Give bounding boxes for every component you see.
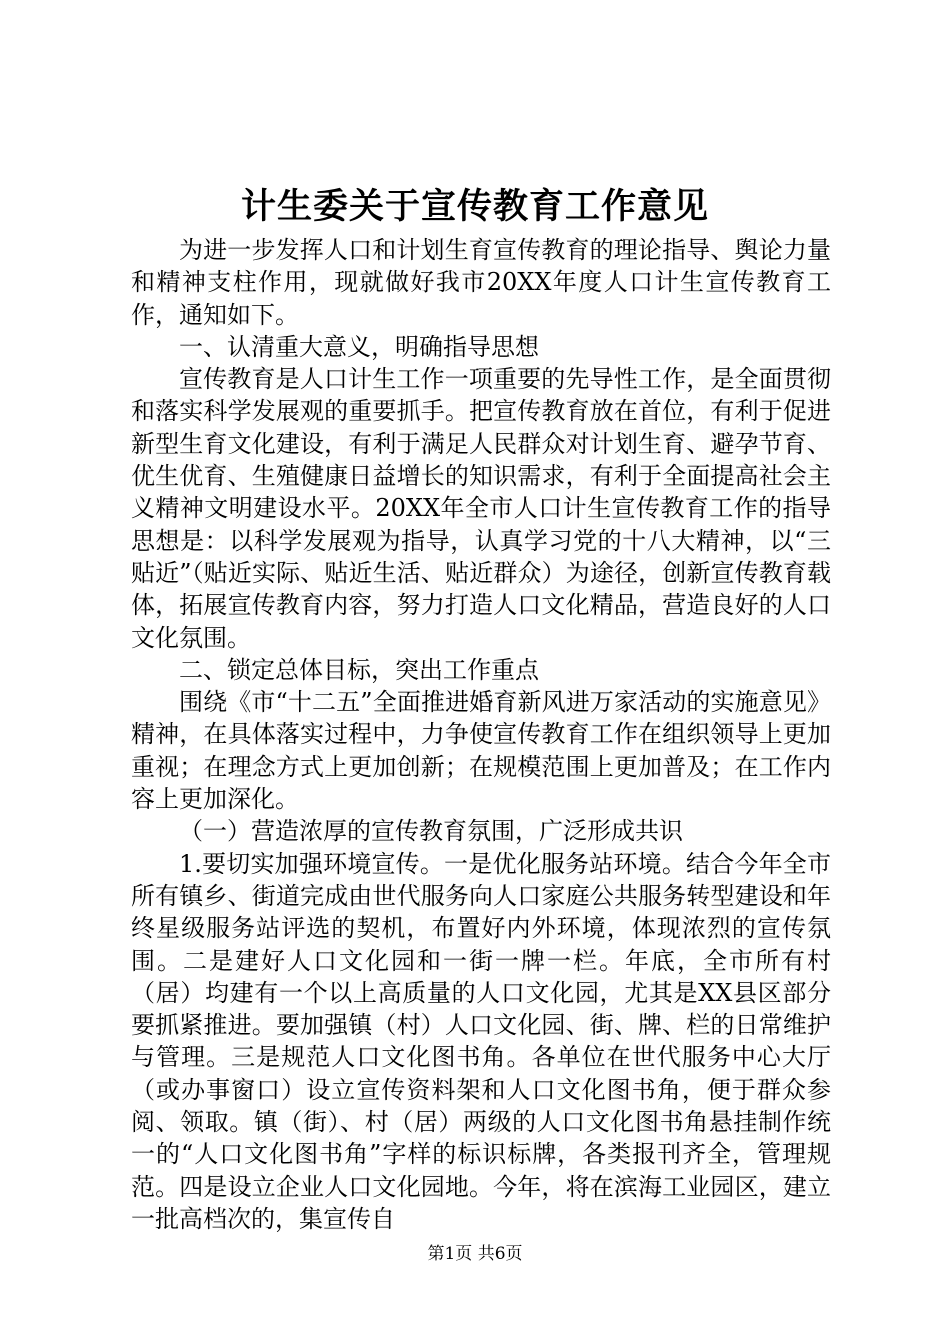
section-heading-1: 一、认清重大意义，明确指导思想 [179, 332, 539, 361]
document-title: 计生委关于宣传教育工作意见 [240, 186, 709, 227]
paragraph-intro: 为进一步发挥人口和计划生育宣传教育的理论指导、舆论力量和精神支柱作用，现就做好我市20XX年度人口计生宣传教育工作，通知如下。 [131, 236, 831, 329]
document-body [131, 234, 831, 1235]
subsection-heading-1: （一）营造浓厚的宣传教育氛围，广泛形成共识 [179, 817, 683, 846]
page-footer: 第1页 共6页 [427, 1244, 523, 1264]
paragraph-guiding-thought: 宣传教育是人口计生工作一项重要的先导性工作，是全面贯彻和落实科学发展观的重要抓手。把宣传教育放在首位，有利于促进新型生育文化建设，有利于满足人民群众对计划生育、避孕节育、优生优育、生殖健康日益增长的知识需求，有利于全面提高社会主义精神文明建设水平。20XX年全市人口计生宣传教育工作的指导思想是：以科学发展观为指导，认真学习党的十八大精神，以“三贴近”（贴近实际、贴近生活、贴近群众）为途径，创新宣传教育载体，拓展宣传教育内容，努力打造人口文化精品，营造良好的人口文化氛围。 [131, 365, 831, 652]
section-heading-2: 二、锁定总体目标，突出工作重点 [179, 655, 539, 684]
paragraph-goals: 围绕《市“十二五”全面推进婚育新风进万家活动的实施意见》精神，在具体落实过程中，力争使宣传教育工作在组织领导上更加重视；在理念方式上更加创新；在规模范围上更加普及；在工作内容上更加深化。 [131, 688, 831, 814]
paragraph-environment-publicity: 1.要切实加强环境宣传。一是优化服务站环境。结合今年全市所有镇乡、街道完成由世代服务向人口家庭公共服务转型建设和年终星级服务站评选的契机，布置好内外环境，体现浓烈的宣传氛围。二是建好人口文化园和一街一牌一栏。年底，全市所有村（居）均建有一个以上高质量的人口文化园，尤其是XX县区部分要抓紧推进。要加强镇（村）人口文化园、街、牌、栏的日常维护与管理。三是规范人口文化图书角。各单位在世代服务中心大厅（或办事窗口）设立宣传资料架和人口文化图书角，便于群众参阅、领取。镇（街）、村（居）两级的人口文化图书角悬挂制作统一的“人口文化图书角”字样的标识标牌，各类报刊齐全，管理规范。四是设立企业人口文化园地。今年，将在滨海工业园区，建立一批高档次的，集宣传自 [131, 849, 831, 1233]
